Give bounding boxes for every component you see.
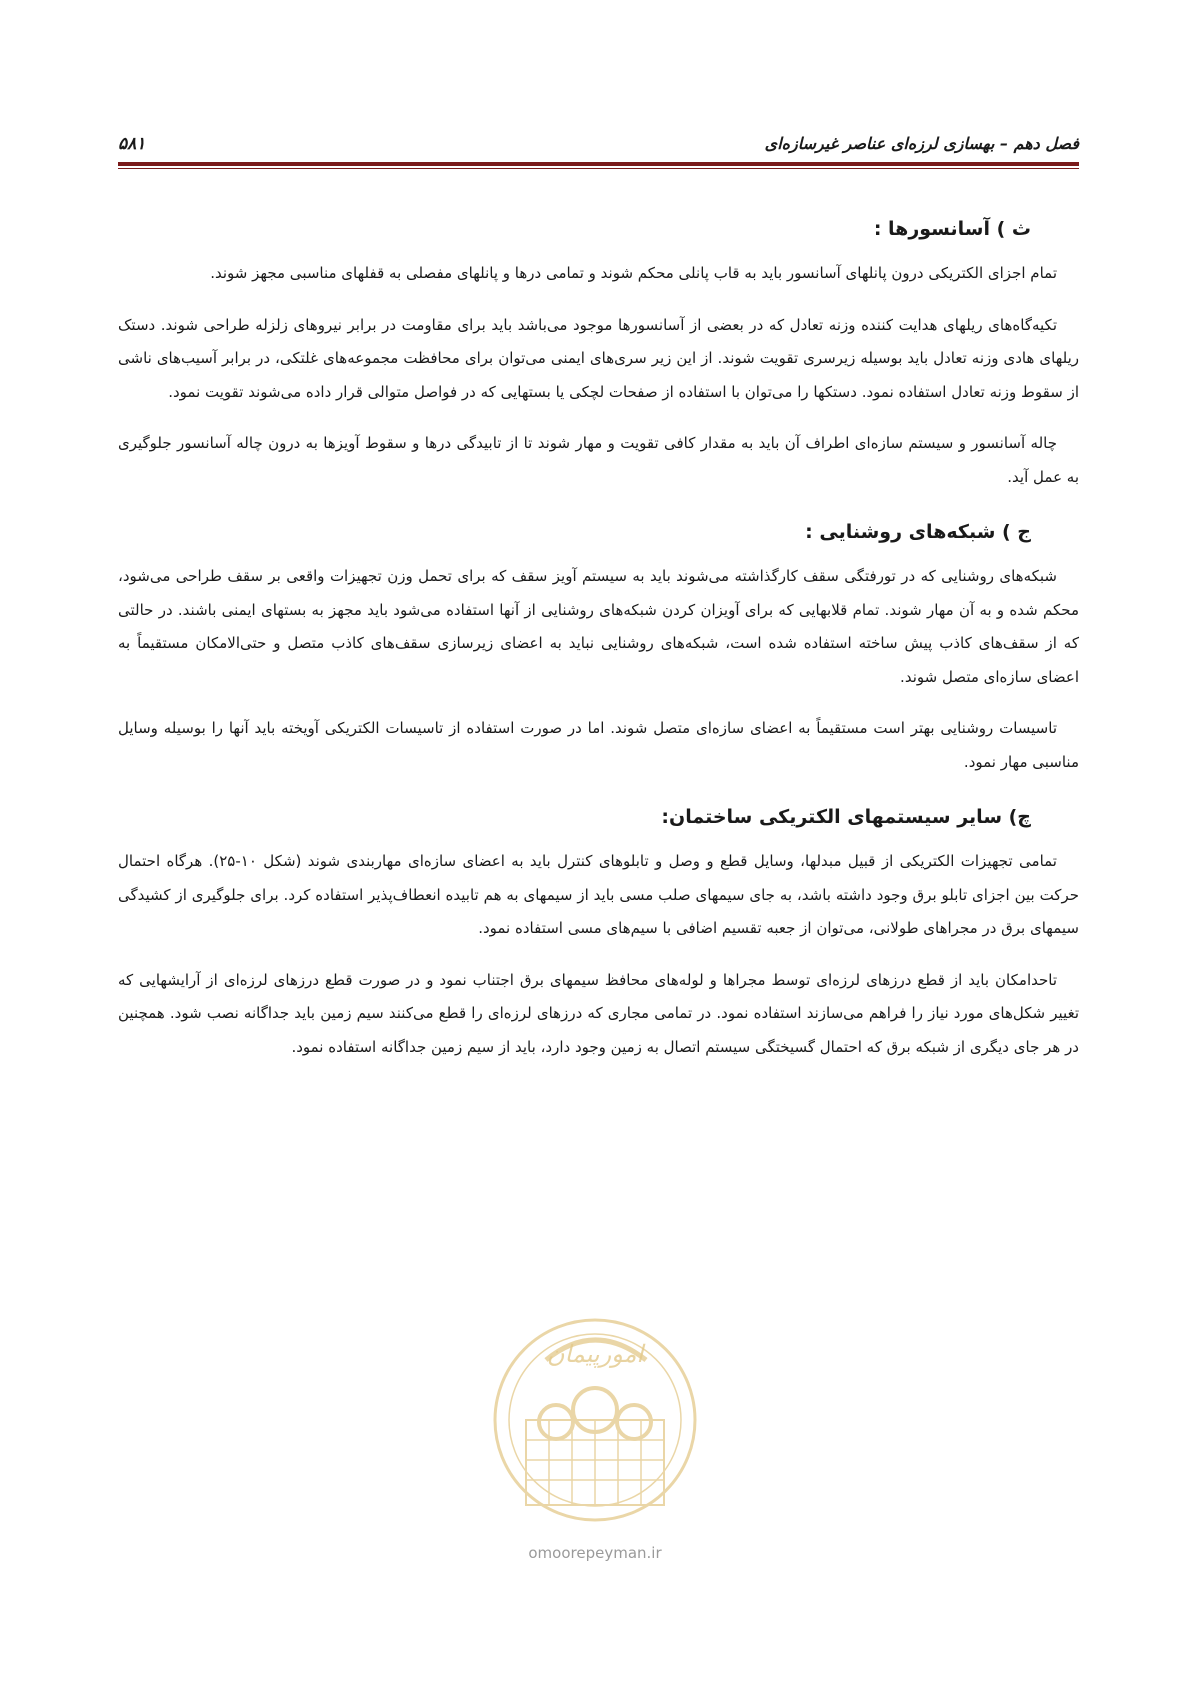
chapter-title: فصل دهم – بهسازی لرزه‌ای عناصر غیرسازه‌ای xyxy=(764,134,1079,153)
paragraph: تمام اجزای الکتریکی درون پانلهای آسانسور باید به قاب پانلی محکم شوند و تمامی درها و پانلهای مفصلی به قفلهای مناسبی مجهز شوند. xyxy=(210,264,1057,282)
paragraph: چاله آسانسور و سیستم سازه‌ای اطراف آن باید به مقدار کافی تقویت و مهار شوند تا از تابیدگی درها و سقوط آویزها به درون چاله آسانسور جلوگیری به عمل آید. xyxy=(118,434,1079,486)
header-rule-thick xyxy=(118,162,1079,166)
section-heading-lighting: ج ) شبکه‌های روشنایی : xyxy=(805,521,1031,543)
watermark-seal-icon xyxy=(486,1300,704,1540)
header-rule-thin xyxy=(118,168,1079,169)
paragraph: تکیه‌گاه‌های ریلهای هدایت کننده وزنه تعادل که در بعضی از آسانسورها موجود می‌باشد باید برای مقاومت در برابر نیروهای زلزله طراحی شوند. دستک ریلهای هادی وزنه تعادل باید بوسیله زیرسری تقویت شوند. از این زیر سری‌های ایمنی می‌توان برای محافظت مجموعه‌های غلتکی، در برابر آسیب‌های ناشی از سقوط وزنه تعادل استفاده نمود. دستکها را می‌توان با استفاده از صفحات لچکی یا بستهایی که در فواصل متوالی قرار داده می‌شوند تقویت نمود. xyxy=(118,315,1079,401)
watermark-arc-text: امورپیمان xyxy=(546,1340,644,1368)
paragraph: تاحدامکان باید از قطع درزهای لرزه‌ای توسط مجراها و لوله‌های محافظ سیمهای برق اجتناب نمود و در صورت قطع درزهای لرزه‌ای از آرایشهایی که تغییر شکل‌های مورد نیاز را فراهم می‌سازند استفاده نمود. در تمامی مجاری که درزهای لرزه‌ای را قطع می‌کنند سیم زمین باید جداگانه نصب شود. همچنین در هر جای دیگری از شبکه برق که احتمال گسیختگی سیستم اتصال به زمین وجود دارد، باید از سیم زمین جداگانه استفاده نمود. xyxy=(118,970,1079,1056)
watermark-logo xyxy=(486,1300,704,1570)
section-heading-elevators: ث ) آسانسورها : xyxy=(873,218,1031,240)
watermark-site-text: omoorepeyman.ir xyxy=(528,1544,662,1562)
paragraph: تمامی تجهیزات الکتریکی از قبیل مبدلها، وسایل قطع و وصل و تابلوهای کنترل باید به اعضای سازه‌ای مهاربندی شوند (شکل ۱۰-۲۵). هرگاه احتمال حرکت بین اجزای تابلو برق وجود داشته باشد، به جای سیمهای صلب مسی باید از سیمهای به هم تابیده انعطاف‌پذیر استفاده کرد. برای جلوگیری از کشیدگی سیمهای برق در مجراهای طولانی، می‌توان از جعبه تقسیم اضافی با سیم‌های مسی استفاده نمود. xyxy=(118,852,1079,937)
page-header xyxy=(118,122,1079,168)
paragraph: شبکه‌های روشنایی که در تورفتگی سقف کارگذاشته می‌شوند باید به سیستم آویز سقف که برای تحمل وزن تجهیزات واقعی بر سقف طراحی می‌شود، محکم شده و به آن مهار شوند. تمام قلابهایی که برای آویزان کردن شبکه‌های روشنایی از آنها استفاده می‌شود باید مجهز به بستهای ایمنی باشند. در حالتی که از سقف‌های کاذب پیش ساخته استفاده شده است، شبکه‌های روشنایی نباید به اعضای زیرسازی سقف‌های کاذب متصل و حتی‌الامکان مستقیماً به اعضای سازه‌ای متصل شوند. xyxy=(118,567,1079,686)
page-body xyxy=(118,215,1079,1082)
paragraph: تاسیسات روشنایی بهتر است مستقیماً به اعضای سازه‌ای متصل شوند. اما در صورت استفاده از تاسیسات الکتریکی آویخته باید آنها را بوسیله وسایل مناسبی مهار نمود. xyxy=(118,719,1079,771)
page-number: ۵۸۱ xyxy=(118,134,146,154)
section-heading-electrical: چ) سایر سیستمهای الکتریکی ساختمان: xyxy=(661,806,1031,828)
